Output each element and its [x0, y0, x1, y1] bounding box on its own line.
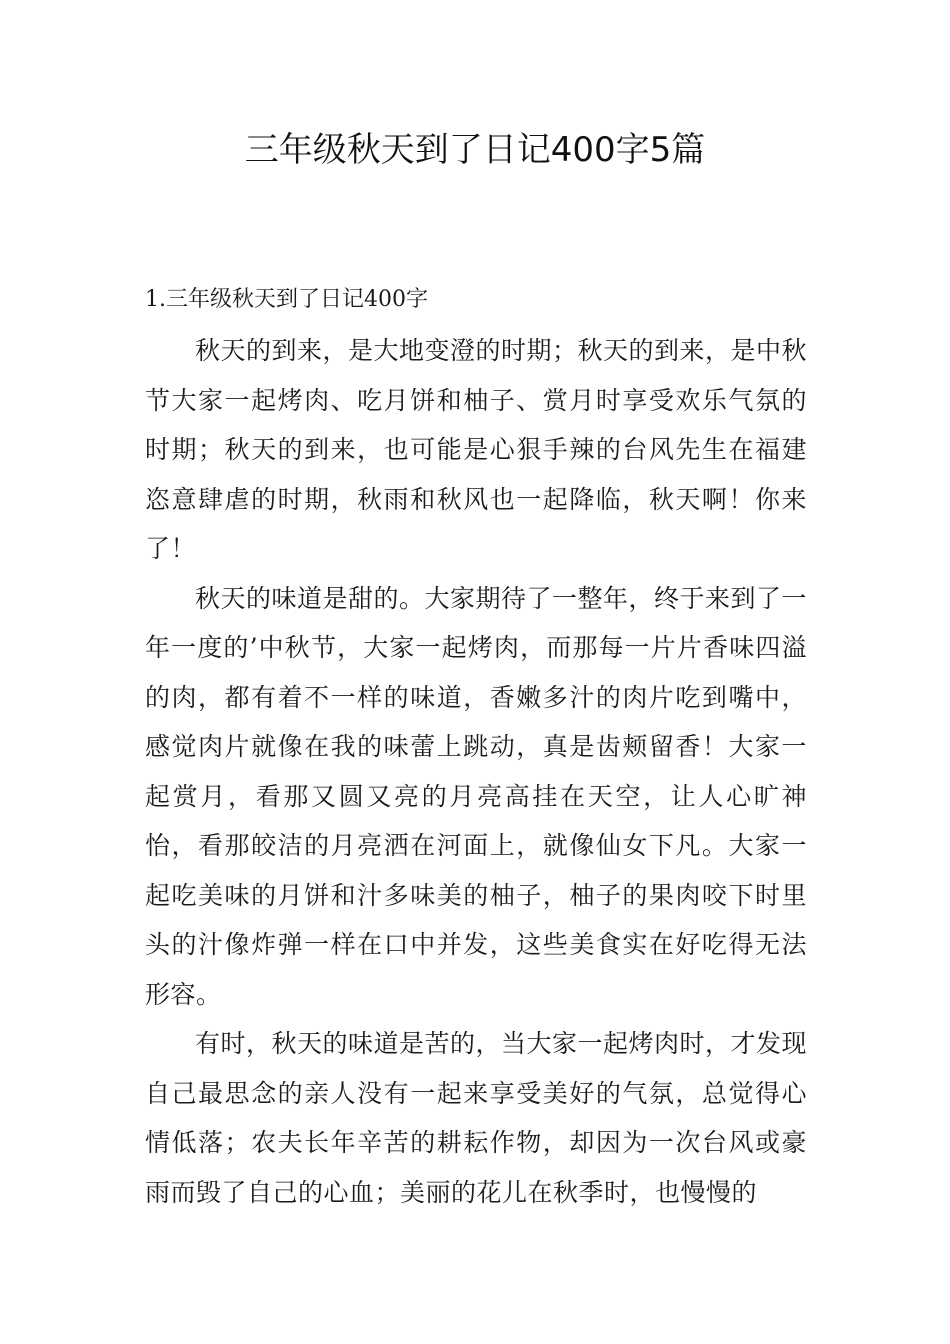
paragraph: 秋天的到来，是大地变澄的时期；秋天的到来，是中秋节大家一起烤肉、吃月饼和柚子、赏月时享受欢乐气氛的时期；秋天的到来，也可能是心狠手辣的台风先生在福建恣意肆虐的时期，秋雨和秋风也一起降临，秋天啊！你来了！ — [145, 336, 808, 563]
section-heading: 1.三年级秋天到了日记400字 — [145, 287, 428, 312]
document-title: 三年级秋天到了日记400字5篇 — [244, 130, 706, 170]
paragraph: 有时，秋天的味道是苦的，当大家一起烤肉时，才发现自己最思念的亲人没有一起来享受美好的气氛，总觉得心情低落；农夫长年辛苦的耕耘作物，却因为一次台风或豪雨而毁了自己的心血；美丽的花儿在秋季时，也慢慢的 — [145, 1029, 808, 1207]
paragraph: 秋天的味道是甜的。大家期待了一整年，终于来到了一年一度的’中秋节，大家一起烤肉，而那每一片片香味四溢的肉，都有着不一样的味道，香嫩多汁的肉片吃到嘴中，感觉肉片就像在我的味蕾上跳动，真是齿颊留香！大家一起赏月，看那又圆又亮的月亮高挂在天空，让人心旷神怡，看那皎洁的月亮洒在河面上，就像仙女下凡。大家一起吃美味的月饼和汁多味美的柚子，柚子的果肉咬下时里头的汁像炸弹一样在口中并发，这些美食实在好吃得无法形容。 — [145, 583, 808, 1009]
document-body — [145, 326, 807, 1217]
